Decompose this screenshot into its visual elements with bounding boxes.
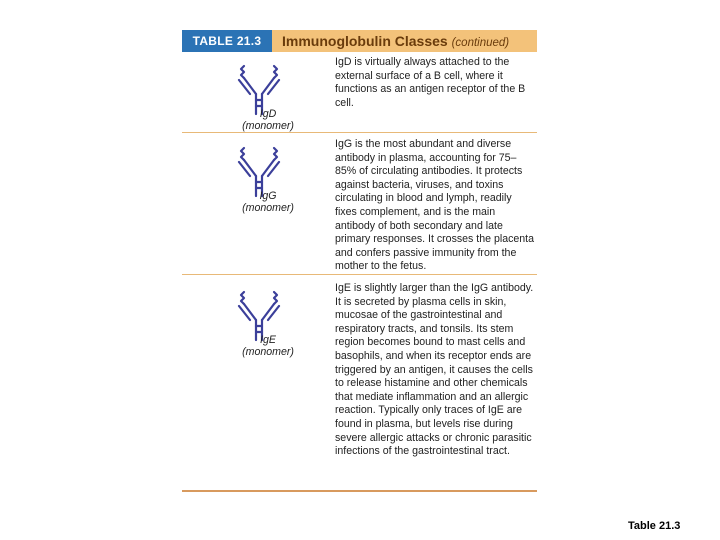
slide-label: Table 21.3 [628, 520, 681, 532]
row-name: IgD [259, 108, 277, 120]
row-name: IgE [260, 334, 276, 346]
row-description: IgE is slightly larger than the IgG antibody. It is secreted by plasma cells in skin, mucosae of the gastrointestinal and respiratory tracts, and tonsils. Its stem region becomes bound to mast cells and basophils, and when its receptor ends are triggered by an antigen, it causes the cells to release histamine and other chemicals that mediate inflammation and an allergic reaction. Typically only traces of IgE are found in plasma, but levels rise during severe allergic attacks or chronic parasitic infections of the gastrointestinal tract. [335, 282, 534, 458]
row-description: IgG is the most abundant and diverse antibody in plasma, accounting for 75–85% of circulating antibodies. It protects against bacteria, viruses, and toxins circulating in blood and lymph, readily fixes complement, and is the main antibody of both secondary and late primary responses. It crosses the placenta and confers passive immunity from the mother to the fetus. [335, 138, 535, 273]
table-number: TABLE 21.3 [182, 30, 272, 52]
row-form: (monomer) [242, 346, 294, 358]
row-divider [182, 132, 537, 133]
row-divider [182, 274, 537, 275]
table-bottom-rule [182, 490, 537, 492]
row-description: IgD is virtually always attached to the external surface of a B cell, where it functions as an antigen receptor of the B cell. [335, 56, 526, 109]
table-title-note: (continued) [451, 37, 510, 49]
row-form: (monomer) [242, 120, 294, 132]
row-caption-igd [218, 108, 318, 132]
table-title-text: Immunoglobulin Classes [282, 33, 448, 49]
row-caption-igg [218, 190, 318, 214]
antibody-monomer-icon [234, 138, 284, 198]
table-header [182, 30, 537, 52]
antibody-monomer-icon [234, 56, 284, 116]
row-caption-ige [218, 334, 318, 358]
row-form: (monomer) [242, 202, 294, 214]
table-title [282, 30, 509, 52]
antibody-monomer-icon [234, 282, 284, 342]
row-name: IgG [259, 190, 277, 202]
